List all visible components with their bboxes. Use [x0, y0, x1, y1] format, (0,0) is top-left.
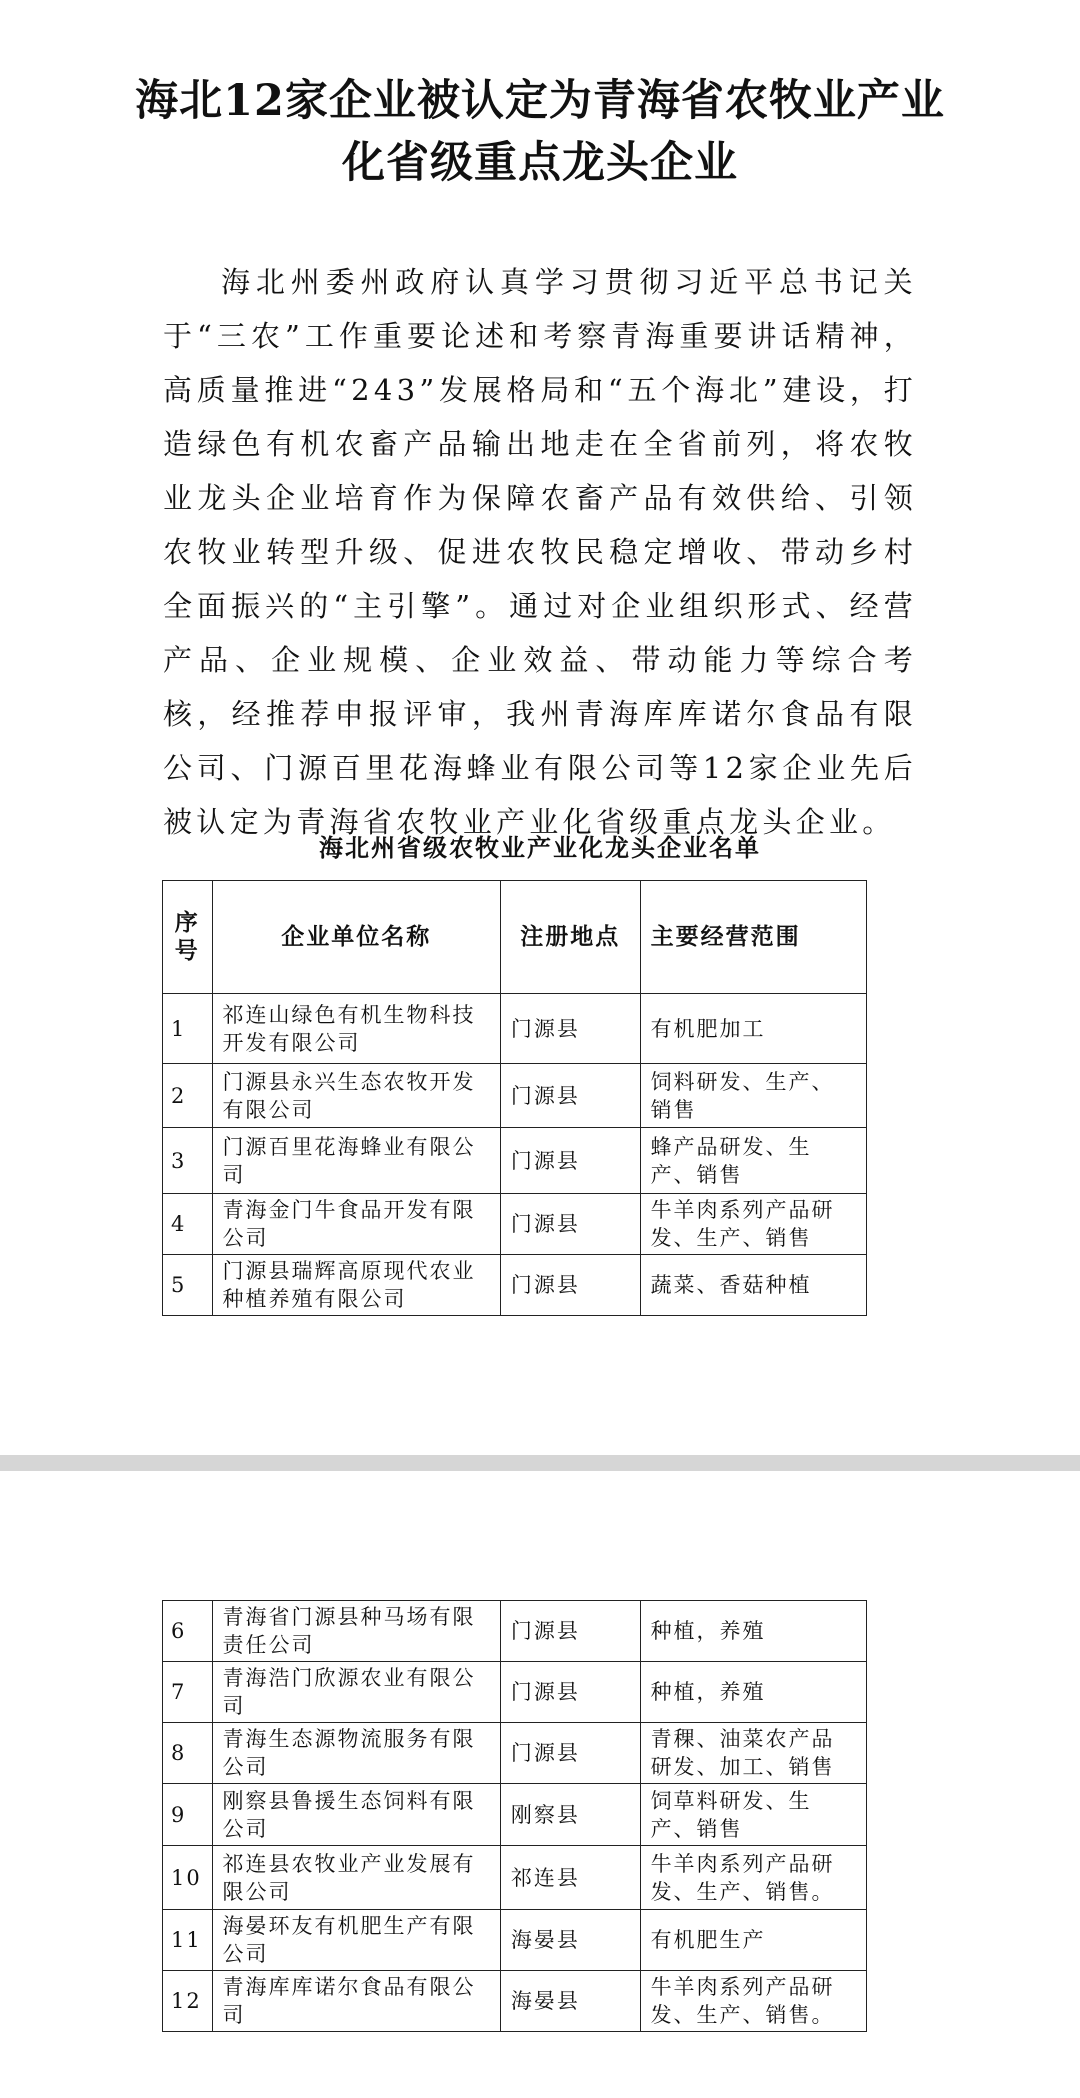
company-table-part-2: [162, 1600, 867, 2032]
row-number: 8: [163, 1723, 213, 1784]
company-name: 祁连山绿色有机生物科技开发有限公司: [212, 994, 500, 1064]
title-line-2: 化省级重点龙头企业: [342, 138, 738, 188]
company-name: 门源百里花海蜂业有限公司: [212, 1128, 500, 1194]
company-name: 青海库库诺尔食品有限公司: [212, 1971, 500, 2032]
header-name: 企业单位名称: [212, 881, 500, 994]
business-scope: 有机肥生产: [640, 1910, 866, 1971]
table-body-part-2: [163, 1601, 867, 2032]
table-row: [163, 994, 867, 1064]
header-scope: 主要经营范围: [640, 881, 866, 994]
company-name: 青海浩门欣源农业有限公司: [212, 1662, 500, 1723]
row-number: 7: [163, 1662, 213, 1723]
table-body-part-1: [163, 994, 867, 1316]
row-number: 6: [163, 1601, 213, 1662]
row-number: 11: [163, 1910, 213, 1971]
company-name: 门源县瑞辉高原现代农业种植养殖有限公司: [212, 1255, 500, 1316]
company-name: 祁连县农牧业产业发展有限公司: [212, 1846, 500, 1910]
registered-location: 刚察县: [500, 1784, 640, 1846]
table-row: [163, 1601, 867, 1662]
business-scope: 蜂产品研发、生产、销售: [640, 1128, 866, 1194]
business-scope: 牛羊肉系列产品研发、生产、销售。: [640, 1846, 866, 1910]
registered-location: 门源县: [500, 1194, 640, 1255]
article-title: [120, 70, 960, 194]
business-scope: 青稞、油菜农产品研发、加工、销售: [640, 1723, 866, 1784]
header-location: 注册地点: [500, 881, 640, 994]
company-name: 刚察县鲁援生态饲料有限公司: [212, 1784, 500, 1846]
table-row: [163, 1255, 867, 1316]
row-number: 10: [163, 1846, 213, 1910]
company-name: 海晏环友有机肥生产有限公司: [212, 1910, 500, 1971]
row-number: 2: [163, 1064, 213, 1128]
registered-location: 海晏县: [500, 1910, 640, 1971]
row-number: 1: [163, 994, 213, 1064]
business-scope: 饲料研发、生产、销售: [640, 1064, 866, 1128]
registered-location: 门源县: [500, 1601, 640, 1662]
company-name: 青海金门牛食品开发有限公司: [212, 1194, 500, 1255]
registered-location: 海晏县: [500, 1971, 640, 2032]
business-scope: 牛羊肉系列产品研发、生产、销售。: [640, 1971, 866, 2032]
row-number: 9: [163, 1784, 213, 1846]
business-scope: 种植，养殖: [640, 1601, 866, 1662]
header-no: 序 号: [163, 881, 213, 994]
table-row: [163, 1128, 867, 1194]
registered-location: 门源县: [500, 994, 640, 1064]
table-row: [163, 1910, 867, 1971]
table-row: [163, 1784, 867, 1846]
table-row: [163, 1723, 867, 1784]
business-scope: 有机肥加工: [640, 994, 866, 1064]
registered-location: 门源县: [500, 1255, 640, 1316]
row-number: 3: [163, 1128, 213, 1194]
table-row: [163, 1971, 867, 2032]
business-scope: 牛羊肉系列产品研发、生产、销售: [640, 1194, 866, 1255]
business-scope: 种植，养殖: [640, 1662, 866, 1723]
registered-location: 祁连县: [500, 1846, 640, 1910]
company-name: 门源县永兴生态农牧开发有限公司: [212, 1064, 500, 1128]
registered-location: 门源县: [500, 1662, 640, 1723]
business-scope: 蔬菜、香菇种植: [640, 1255, 866, 1316]
row-number: 5: [163, 1255, 213, 1316]
table-row: [163, 1662, 867, 1723]
registered-location: 门源县: [500, 1723, 640, 1784]
company-name: 青海生态源物流服务有限公司: [212, 1723, 500, 1784]
table-title: 海北州省级农牧业产业化龙头企业名单: [319, 833, 761, 862]
registered-location: 门源县: [500, 1064, 640, 1128]
row-number: 4: [163, 1194, 213, 1255]
registered-location: 门源县: [500, 1128, 640, 1194]
business-scope: 饲草料研发、生产、销售: [640, 1784, 866, 1846]
table-row: [163, 1846, 867, 1910]
row-number: 12: [163, 1971, 213, 2032]
company-table-part-1: [162, 880, 867, 1316]
table-header-row: [163, 881, 867, 994]
company-name: 青海省门源县种马场有限责任公司: [212, 1601, 500, 1662]
page-separator: [0, 1455, 1080, 1471]
title-line-1: 海北12家企业被认定为青海省农牧业产业: [135, 76, 945, 126]
table-row: [163, 1064, 867, 1128]
table-row: [163, 1194, 867, 1255]
article-body: 海北州委州政府认真学习贯彻习近平总书记关于“三农”工作重要论述和考察青海重要讲话精神，高质量推进“243”发展格局和“五个海北”建设，打造绿色有机农畜产品输出地走在全省前列，将农牧业龙头企业培育作为保障农畜产品有效供给、引领农牧业转型升级、促进农牧民稳定增收、带动乡村全面振兴的“主引擎”。通过对企业组织形式、经营产品、企业规模、企业效益、带动能力等综合考核，经推荐申报评审，我州青海库库诺尔食品有限公司、门源百里花海蜂业有限公司等12家企业先后被认定为青海省农牧业产业化省级重点龙头企业。: [163, 265, 917, 839]
